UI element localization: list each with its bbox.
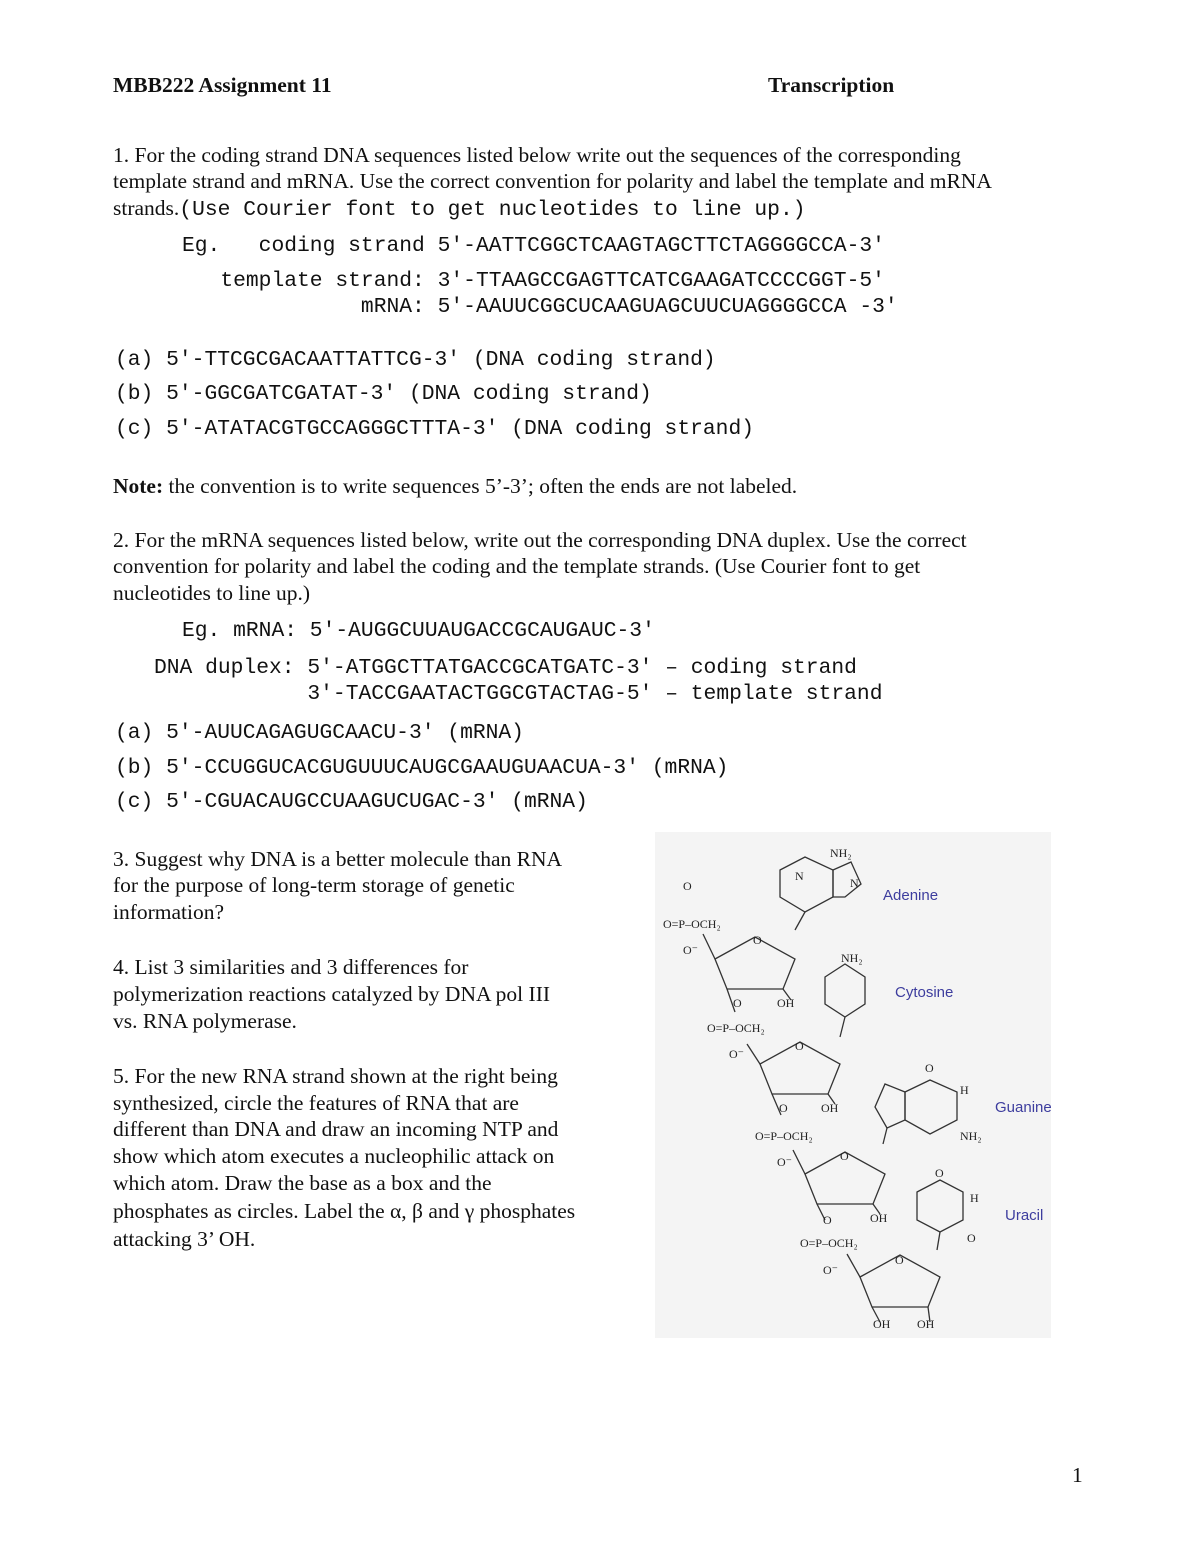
phosphate-ominus-label: O⁻ xyxy=(777,1155,792,1169)
phosphate-group-label: O=P–OCH₂ xyxy=(800,1236,858,1250)
base-label-guanine: Guanine xyxy=(995,1099,1051,1116)
question-3-line: 3. Suggest why DNA is a better molecule than RNA xyxy=(113,847,563,871)
link-o-label: O xyxy=(779,1101,788,1115)
question-3-line: for the purpose of long-term storage of genetic xyxy=(113,873,515,897)
question-2-line: nucleotides to line up.) xyxy=(113,581,311,605)
uracil-o-label: O xyxy=(935,1166,944,1180)
ring-o-label: O xyxy=(840,1149,849,1163)
hydroxyl-label: OH xyxy=(870,1211,888,1225)
ring-o-label: O xyxy=(753,933,762,947)
link-o-label: O xyxy=(733,996,742,1010)
base-label-adenine: Adenine xyxy=(883,887,939,904)
adenine-n-label: N xyxy=(795,869,804,883)
page-number: 1 xyxy=(1072,1463,1083,1487)
phosphate-o-label: O xyxy=(683,879,692,893)
question-2-item-b: (b) 5′-CCUGGUCACGUGUUUCAUGCGAAUGUAACUA-3′ (mRNA) xyxy=(115,756,729,780)
uracil-h-label: H xyxy=(970,1191,979,1205)
note xyxy=(113,473,797,500)
question-5-line: phosphates as circles. Label the α, β and γ phosphates xyxy=(113,1199,576,1223)
question-4-line: 4. List 3 similarities and 3 differences for xyxy=(113,955,469,979)
question-2-line: 2. For the mRNA sequences listed below, write out the corresponding DNA duplex. Use the correct xyxy=(113,528,967,552)
question-1-text: strands. xyxy=(113,196,180,220)
rna-strand-figure xyxy=(655,832,1051,1338)
question-5-line: show which atom executes a nucleophilic attack on xyxy=(113,1144,555,1168)
cytosine-nh2-label: NH₂ xyxy=(841,951,863,965)
ring-o-label: O xyxy=(895,1253,904,1267)
rna-structure-diagram xyxy=(655,832,1051,1338)
note-text: the convention is to write sequences 5’-3’; often the ends are not labeled. xyxy=(163,474,798,498)
topic-title: Transcription xyxy=(768,73,895,97)
adenine-nh2-label: NH₂ xyxy=(830,846,852,860)
question-1-item-b: (b) 5′-GGCGATCGATAT-3′ (DNA coding strand) xyxy=(115,382,652,406)
note-label: Note: xyxy=(113,474,164,498)
question-5-line: attacking 3’ OH. xyxy=(113,1227,256,1251)
question-3-line: information? xyxy=(113,900,225,924)
question-5-line: synthesized, circle the features of RNA that are xyxy=(113,1091,519,1115)
example-template-strand: template strand: 3′-TTAAGCCGAGTTCATCGAAGATCCCCGGT-5′ xyxy=(182,269,885,293)
question-5-line: different than DNA and draw an incoming NTP and xyxy=(113,1117,559,1141)
hydroxyl-label: OH xyxy=(873,1317,891,1331)
question-1-line xyxy=(113,195,806,224)
link-o-label: O xyxy=(823,1213,832,1227)
phosphate-group-label: O=P–OCH₂ xyxy=(663,917,721,931)
phosphate-ominus-label: O⁻ xyxy=(823,1263,838,1277)
phosphate-group-label: O=P–OCH₂ xyxy=(707,1021,765,1035)
base-label-uracil: Uracil xyxy=(1005,1207,1044,1224)
assignment-title: MBB222 Assignment 11 xyxy=(113,73,332,97)
hydroxyl-label: OH xyxy=(777,996,795,1010)
question-1-line: 1. For the coding strand DNA sequences listed below write out the sequences of the corresponding xyxy=(113,143,961,167)
phosphate-ominus-label: O⁻ xyxy=(729,1047,744,1061)
question-5-line: 5. For the new RNA strand shown at the right being xyxy=(113,1064,558,1088)
question-1-courier-note: (Use Courier font to get nucleotides to line up.) xyxy=(179,198,806,222)
example-mrna: Eg. mRNA: 5′-AUGGCUUAUGACCGCAUGAUC-3′ xyxy=(182,619,655,643)
question-1-line: template strand and mRNA. Use the correct convention for polarity and label the template and mRNA xyxy=(113,169,992,193)
uracil-o-label: O xyxy=(967,1231,976,1245)
guanine-h-label: H xyxy=(960,1083,969,1097)
example-coding-strand: Eg. coding strand 5′-AATTCGGCTCAAGTAGCTTCTAGGGGCCA-3′ xyxy=(182,234,885,258)
hydroxyl-label: OH xyxy=(917,1317,935,1331)
question-1-item-c: (c) 5′-ATATACGTGCCAGGGCTTTA-3′ (DNA coding strand) xyxy=(115,417,755,441)
base-label-cytosine: Cytosine xyxy=(895,984,954,1001)
ring-o-label: O xyxy=(795,1039,804,1053)
guanine-nh2-label: NH₂ xyxy=(960,1129,982,1143)
example-mrna: mRNA: 5′-AAUUCGGCUCAAGUAGCUUCUAGGGGCCA -3′ xyxy=(182,295,898,319)
adenine-n-label: N xyxy=(850,876,859,890)
phosphate-ominus-label: O⁻ xyxy=(683,943,698,957)
question-1-item-a: (a) 5′-TTCGCGACAATTATTCG-3′ (DNA coding strand) xyxy=(115,348,716,372)
example-dna-coding: DNA duplex: 5′-ATGGCTTATGACCGCATGATC-3′ – coding strand xyxy=(154,656,857,680)
phosphate-group-label: O=P–OCH₂ xyxy=(755,1129,813,1143)
question-4-line: vs. RNA polymerase. xyxy=(113,1009,297,1033)
question-2-item-a: (a) 5′-AUUCAGAGUGCAACU-3′ (mRNA) xyxy=(115,721,524,745)
question-4-line: polymerization reactions catalyzed by DNA pol III xyxy=(113,982,551,1006)
question-2-item-c: (c) 5′-CGUACAUGCCUAAGUCUGAC-3′ (mRNA) xyxy=(115,790,588,814)
example-dna-template: 3′-TACCGAATACTGGCGTACTAG-5′ – template strand xyxy=(154,682,883,706)
question-5-line: which atom. Draw the base as a box and the xyxy=(113,1171,492,1195)
question-2-line: convention for polarity and label the coding and the template strands. (Use Courier font to get xyxy=(113,554,921,578)
hydroxyl-label: OH xyxy=(821,1101,839,1115)
guanine-o-label: O xyxy=(925,1061,934,1075)
